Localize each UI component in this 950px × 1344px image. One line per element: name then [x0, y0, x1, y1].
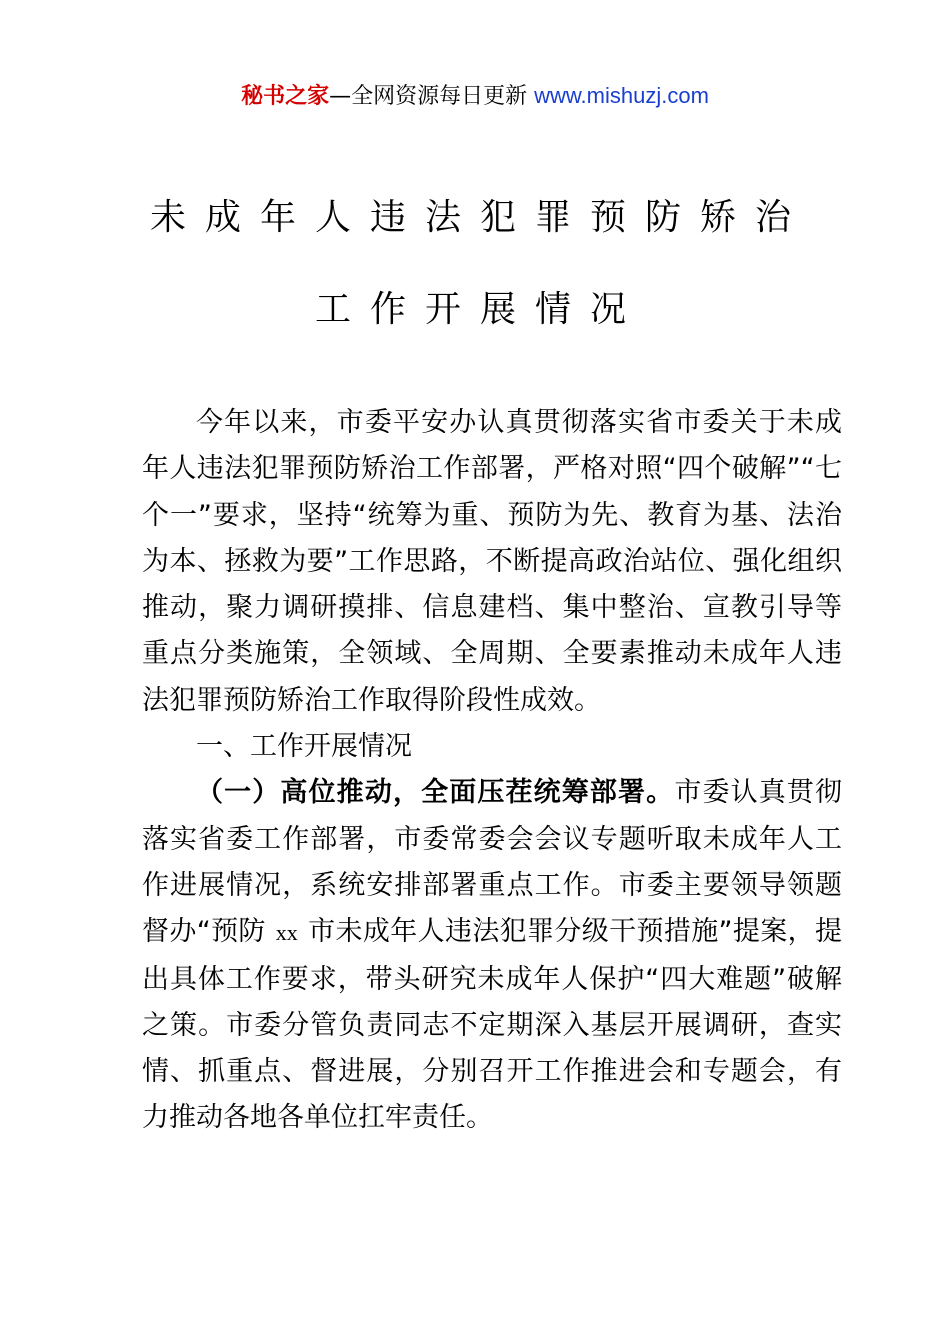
subsection-paragraph — [142, 770, 842, 1141]
subsection-text-a: 市委认真贯彻落实省委工作部署，市委常委会会议专题听取未成年人工作进展情况，系统安排部署重点工作。市委主要领导领题督办“预防 — [142, 777, 843, 948]
website-link[interactable]: www.mishuzj.com — [534, 83, 709, 108]
document-title-line-1: 未成年人违法犯罪预防矫治 — [149, 197, 810, 238]
page-header — [0, 80, 950, 113]
brand-name: 秘书之家 — [241, 84, 330, 109]
section-heading: 一、工作开展情况 — [196, 731, 412, 763]
document-title-line-2: 工作开展情况 — [314, 289, 645, 330]
subsection-text-b: 市未成年人违法犯罪分级干预措施”提案，提出具体工作要求，带头研究未成年人保护“四大难题”破解之策。市委分管负责同志不定期深入基层开展调研，查实情、抓重点、督进展，分别召开工作推进会和专题会，有力推动各地各单位扛牢责任。 — [142, 916, 842, 1134]
placeholder-text: xx — [275, 920, 298, 946]
intro-paragraph: 今年以来，市委平安办认真贯彻落实省市委关于未成年人违法犯罪预防矫治工作部署，严格对照“四个破解”“七个一”要求，坚持“统筹为重、预防为先、教育为基、法治为本、拯救为要”工作思路，不断提高政治站位、强化组织推动，聚力调研摸排、信息建档、集中整治、宣教引导等重点分类施策，全领域、全周期、全要素推动未成年人违法犯罪预防矫治工作取得阶段性成效。 — [142, 407, 842, 716]
header-slogan: —全网资源每日更新 — [329, 84, 535, 109]
document-body — [142, 400, 842, 1142]
subsection-heading: （一）高位推动，全面压茬统筹部署。 — [196, 777, 675, 809]
